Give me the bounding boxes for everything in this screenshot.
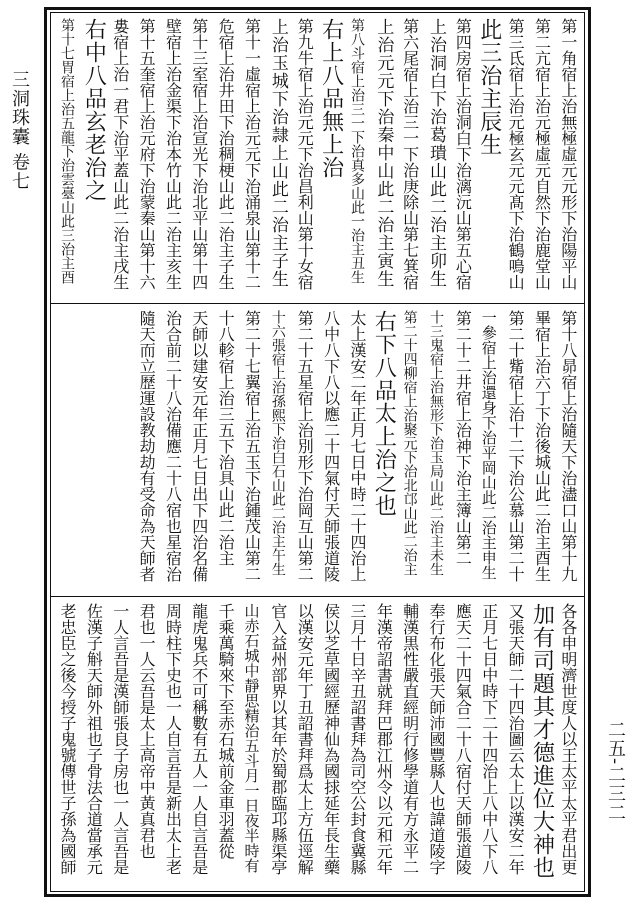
text-column: 右中八品玄老治之 (81, 18, 107, 202)
text-column: 壁宿上治金渠下治本竹山此二治主亥生 (163, 18, 183, 290)
text-register-bottom (55, 603, 580, 887)
text-column: 第六尾宿上治三一下治庚除山第七箕宿 (400, 18, 420, 290)
register-divider-2 (50, 596, 585, 597)
text-column: 此三治主辰生 (476, 18, 502, 156)
text-column: 十三鬼宿上治無形下治玉局山此二治主未生 (428, 310, 445, 576)
text-column: 危宿上治井田下治稠梗山此二治主子生 (216, 18, 236, 290)
text-column: 八中八下八以應二十四氣付天師張道陵 (321, 310, 341, 582)
text-column: 婁宿上治一君下治平蓋山此二治主戌生 (110, 18, 130, 290)
text-register-top (55, 18, 580, 300)
text-column: 官入益州部界以其年於蜀郡臨邛縣渠亭 (268, 603, 288, 875)
text-column: 一人言吾是漢師張良子房也一人言吾是 (110, 603, 130, 875)
text-column: 第十一虛宿上治元元下治涌泉山第十二 (242, 18, 262, 290)
text-column: 第十八昴宿上治隨天下治濜口山第十九 (558, 310, 578, 582)
text-column: 第十五奎宿上治元府下治蒙秦山第十六 (137, 18, 157, 290)
text-column: 各各申明濟世度人以王太平太平君出更 (558, 603, 578, 875)
text-column: 輔漢黒性嚴直經明行修學道有方永平二 (400, 603, 420, 875)
text-column: 年漢帝詔書就拜巴郡江州令以元和元年 (374, 603, 394, 875)
text-column: 第三氐宿上治元極玄元元髙下治鶴鳴山 (506, 18, 526, 290)
text-column: 奉行布化張天師沛國豐縣人也諱道陵字 (427, 603, 447, 875)
text-column: 第二十五星宿上治別形下治岡互山第二 (295, 310, 315, 582)
text-column: 君也一人云吾是太上高帝中黃真君也 (137, 603, 157, 859)
text-column: 以漢安元年丁丑詔書拜爲太上方伍逕解 (295, 603, 315, 875)
text-column: 龍虎鬼兵不可稱數有五人一人自言吾是 (189, 603, 209, 875)
text-column: 又張天師二十四治圖云太上以漢安二年 (506, 603, 526, 875)
text-column: 第十三室宿上治宣光下治北平山第十四 (189, 18, 209, 290)
register-divider-1 (50, 303, 585, 304)
text-column: 上治玉城下治隷上山此二治主子生 (267, 18, 288, 288)
text-column: 太上漢安二年正月七日中時二十四治上 (347, 310, 367, 582)
text-column: 第一角宿上治無極虛元元形下治陽平山 (558, 18, 578, 290)
text-column: 十八軫宿上治三五下治具山此二治主 (216, 310, 236, 566)
text-column: 山赤石城中靜思精治五斗月一日夜半時有 (242, 603, 261, 873)
text-column: 右下八品太上治之也 (371, 310, 397, 517)
text-column: 第二十七翼宿上治五玉下治鍾茂山第二 (242, 310, 262, 582)
text-column: 上治洞白下治葛璝山此二治主卯生 (426, 18, 447, 288)
text-column: 三月十日辛丑詔書拜為司空公封食冀縣 (347, 603, 367, 875)
text-register-middle (55, 310, 580, 592)
text-column: 千乘萬騎來下至赤石城前金車羽蓋從 (216, 603, 236, 859)
text-column: 一參宿上治還身下治平岡山此二治主申生 (479, 310, 498, 580)
text-column: 右上八品無上治 (318, 18, 344, 179)
text-column: 佐漢子斛天師外祖也子骨法合道當承元 (84, 603, 104, 875)
text-column: 畢宿上治六丁下治後城山此二治主酉生 (532, 310, 552, 582)
text-column: 第八斗宿上治三一下治真多山此一治主丑生 (348, 18, 365, 284)
text-column: 老忠臣之後今授子鬼號傳世子孫為國師 (58, 603, 77, 875)
text-column: 正月七日中時下二十四治上八中八下八 (479, 603, 499, 875)
text-column: 第二十二井宿上治神下治主簿山第二 (453, 310, 473, 566)
text-column: 治合前二十八治備應二十八宿也星宿治 (163, 310, 183, 582)
text-column: 侯以芝草國經歷神仙為國捄延年長生藥 (321, 603, 341, 875)
text-column: 第四房宿上治洞白下治漓沅山第五心宿 (453, 18, 473, 290)
text-column: 十六張宿上治孫熙下治白石山此二治主午生 (269, 310, 286, 576)
text-column: 第九牛宿上治元元下治昌利山第十女宿 (295, 18, 315, 290)
margin-book-title: 三洞珠囊 卷七 (9, 70, 30, 191)
text-column: 第十七胃宿上治五龍下治雲臺山此三治主酉 (59, 18, 75, 284)
text-column: 第二亢宿上治元極虛元自然下治鹿堂山 (532, 18, 552, 290)
text-column: 周時柱下史也一人自言吾是新出太上老 (163, 603, 183, 875)
margin-page-number: 二五-二三二 (605, 720, 626, 823)
text-column: 隨天而立歷運設教劫劫有受命為天師者 (137, 310, 157, 582)
text-column: 加有司題其才德進位大神也 (529, 603, 555, 879)
text-column: 上治元元下治秦中山此二治主寅生 (373, 18, 394, 288)
text-column: 第二十四柳宿上治聚元下治北邙山此二治主 (401, 310, 418, 576)
text-column: 天師以建安元年正月七日出下四治名備 (189, 310, 209, 582)
text-column: 第二十觜宿上治十二下治公慕山第二十 (506, 310, 526, 582)
text-column: 應天二十四氣合二十八宿付天師張道陵 (453, 603, 473, 875)
